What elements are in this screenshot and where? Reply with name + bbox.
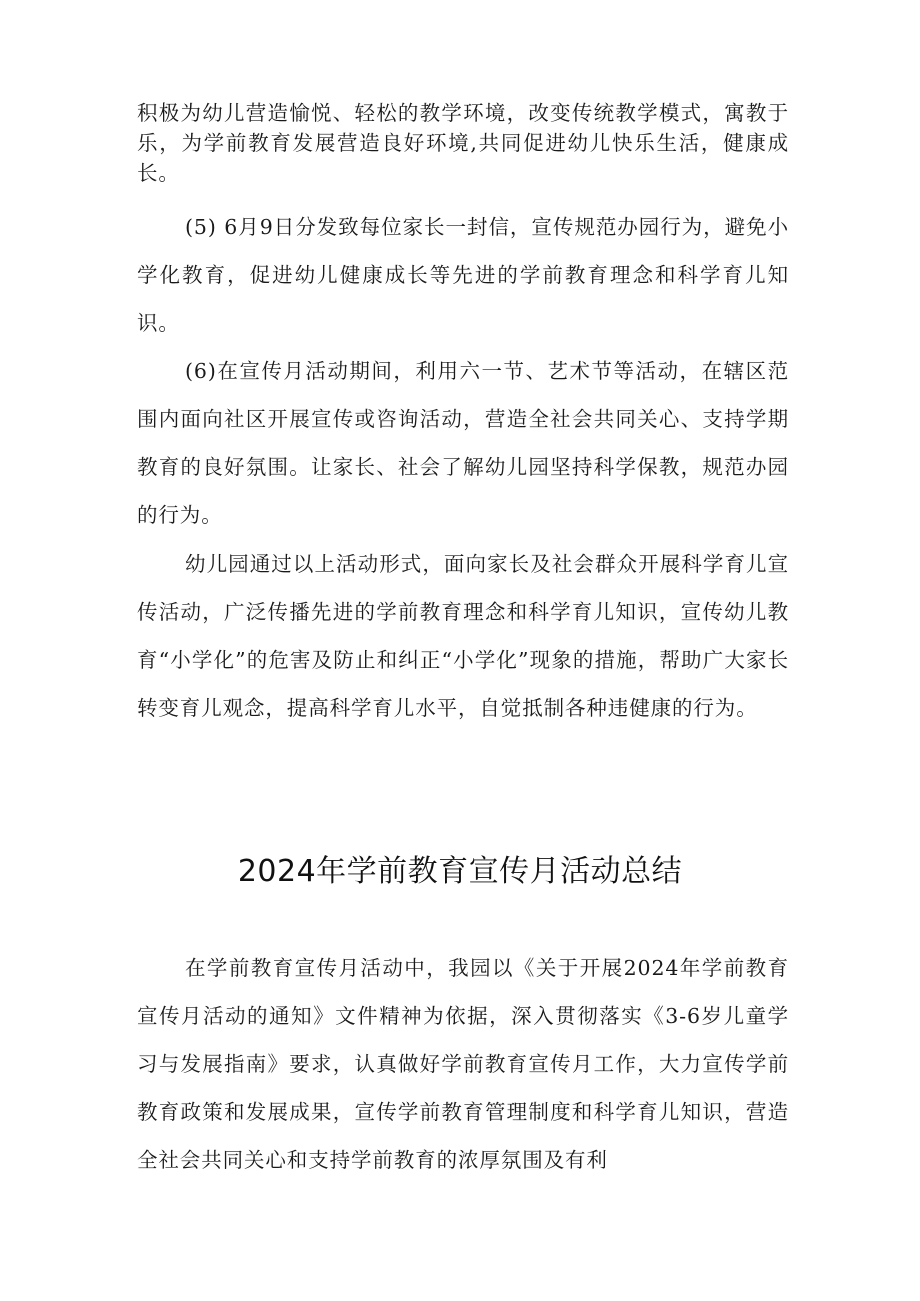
paragraph-item-6: (6)在宣传月活动期间，利用六一节、艺术节等活动，在辖区范围内面向社区开展宣传或咨询活动，营造全社会共同关心、支持学期教育的良好氛围。让家长、社会了解幼儿园坚持科学保教，规范办园的行为。 <box>137 359 789 527</box>
paragraph-item-5: (5) 6月9日分发致每位家长一封信，宣传规范办园行为，避免小学化教育，促进幼儿健康成长等先进的学前教育理念和科学育儿知识。 <box>137 215 789 335</box>
paragraph-intro: 在学前教育宣传月活动中，我园以《关于开展2024年学前教育宣传月活动的通知》文件精神为依据，深入贯彻落实《3-6岁儿童学习与发展指南》要求，认真做好学前教育宣传月工作，大力宣传学前教育政策和发展成果，宣传学前教育管理制度和科学育儿知识，营造全社会共同关心和支持学前教育的浓厚氛围及有利 <box>137 956 789 1172</box>
paragraph-summary: 幼儿园通过以上活动形式，面向家长及社会群众开展科学育儿宣传活动，广泛传播先进的学前教育理念和科学育儿知识，宣传幼儿教育“小学化”的危害及防止和纠正“小学化”现象的措施，帮助广大家长转变育儿观念，提高科学育儿水平，自觉抵制各种违健康的行为。 <box>137 552 789 720</box>
section-title: 2024年学前教育宣传月活动总结 <box>237 854 683 889</box>
paragraph-continuation: 积极为幼儿营造愉悦、轻松的教学环境，改变传统教学模式，寓教于乐，为学前教育发展营造良好环境,共同促进幼儿快乐生活，健康成长。 <box>137 101 789 185</box>
